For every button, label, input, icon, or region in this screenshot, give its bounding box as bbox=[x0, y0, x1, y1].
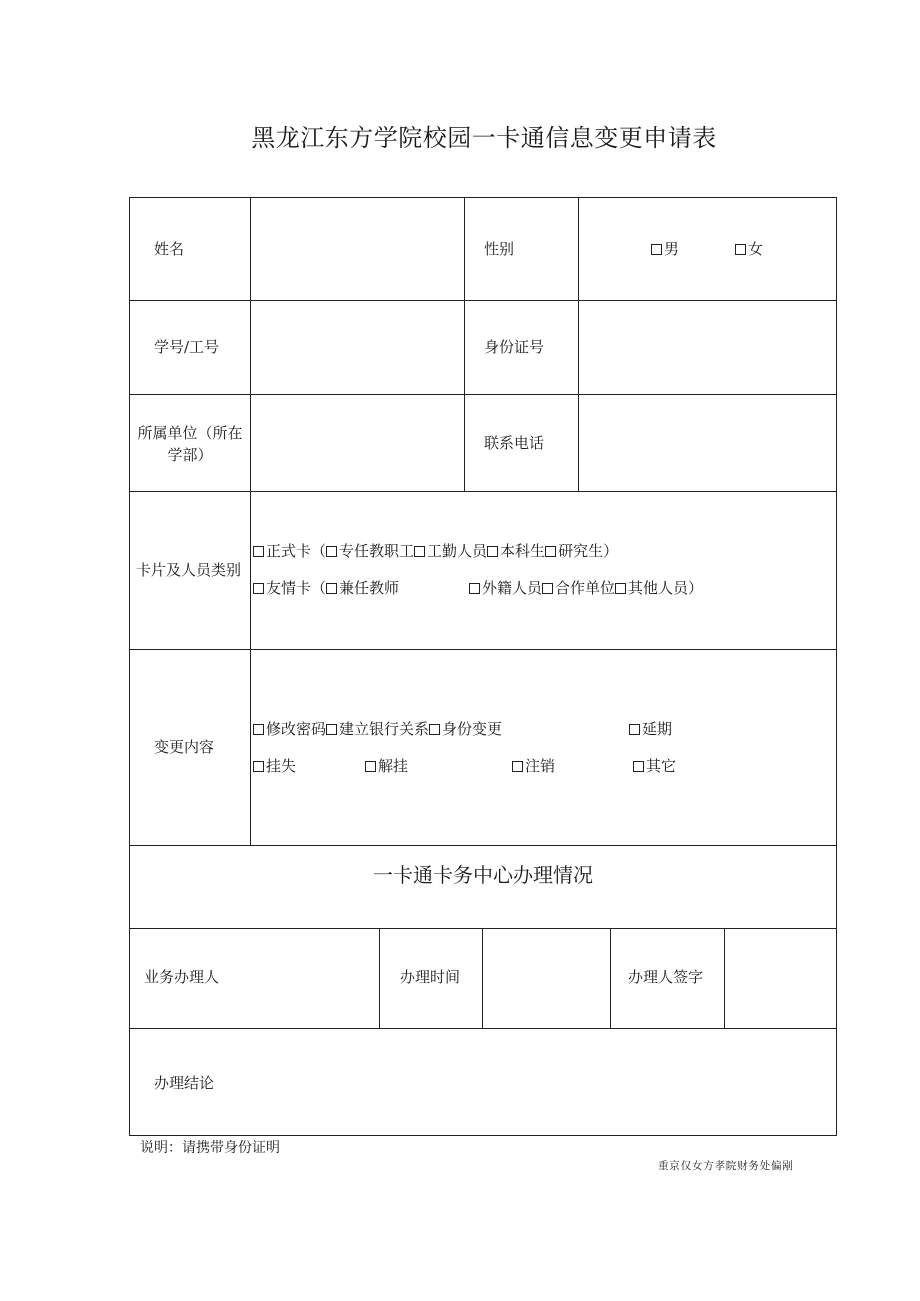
checkbox-icon[interactable] bbox=[735, 244, 746, 255]
idcard-field[interactable] bbox=[579, 301, 835, 393]
form-title: 黑龙江东方学院校园一卡通信息变更申请表 bbox=[251, 124, 717, 152]
checkbox-icon[interactable] bbox=[414, 546, 425, 557]
dept-label bbox=[130, 422, 250, 466]
card-fulltime-label: 专任教职工 bbox=[339, 542, 415, 560]
checkbox-icon[interactable] bbox=[365, 761, 376, 772]
gender-female-label: 女 bbox=[748, 240, 764, 258]
time-label: 办理时间 bbox=[400, 968, 461, 986]
chg-loss-label: 挂失 bbox=[266, 757, 297, 775]
handler-label: 业务办理人 bbox=[144, 968, 220, 986]
name-label: 姓名 bbox=[154, 240, 185, 258]
card-other-label: 其他人员） bbox=[628, 579, 704, 597]
card-parttime-label: 兼任教师 bbox=[339, 579, 400, 597]
card-foreign-line bbox=[469, 577, 703, 599]
change-label: 变更内容 bbox=[154, 738, 215, 756]
checkbox-icon[interactable] bbox=[487, 546, 498, 557]
gender-male-option[interactable] bbox=[651, 238, 679, 260]
checkbox-icon[interactable] bbox=[326, 583, 337, 594]
card-formal-label: 正式卡（ bbox=[266, 542, 327, 560]
card-partner-label: 合作单位 bbox=[555, 579, 616, 597]
row-divider bbox=[130, 649, 836, 650]
checkbox-icon[interactable] bbox=[429, 724, 440, 735]
id-label: 学号/工号 bbox=[154, 338, 220, 356]
checkbox-icon[interactable] bbox=[615, 583, 626, 594]
col-divider bbox=[464, 198, 465, 491]
checkbox-icon[interactable] bbox=[651, 244, 662, 255]
card-undergrad-label: 本科生 bbox=[500, 542, 546, 560]
checkbox-icon[interactable] bbox=[469, 583, 480, 594]
checkbox-icon[interactable] bbox=[253, 546, 264, 557]
result-field[interactable] bbox=[250, 1029, 835, 1135]
checkbox-icon[interactable] bbox=[512, 761, 523, 772]
form-table bbox=[129, 197, 837, 1136]
card-grad-label: 研究生） bbox=[558, 542, 619, 560]
dept-label-line1: 所属单位（所在 bbox=[137, 424, 243, 442]
row-divider bbox=[130, 845, 836, 846]
col-divider bbox=[610, 928, 611, 1028]
chg-password-label: 修改密码 bbox=[266, 720, 327, 738]
phone-field[interactable] bbox=[579, 395, 835, 490]
sign-label: 办理人签字 bbox=[628, 968, 704, 986]
chg-cancel-option[interactable] bbox=[512, 755, 555, 777]
checkbox-icon[interactable] bbox=[253, 724, 264, 735]
id-field[interactable] bbox=[251, 301, 463, 393]
row-divider bbox=[130, 491, 836, 492]
section-title: 一卡通卡务中心办理情况 bbox=[373, 863, 593, 887]
chg-loss-option[interactable] bbox=[253, 755, 296, 777]
checkbox-icon[interactable] bbox=[326, 724, 337, 735]
checkbox-icon[interactable] bbox=[545, 546, 556, 557]
gender-label: 性别 bbox=[484, 240, 515, 258]
change-line1 bbox=[253, 718, 502, 740]
gender-female-option[interactable] bbox=[735, 238, 763, 260]
footer-text: 重京仅女方孝院财务处偏剐 bbox=[658, 1160, 794, 1172]
idcard-label: 身份证号 bbox=[484, 338, 545, 356]
chg-unloss-option[interactable] bbox=[365, 755, 408, 777]
phone-label: 联系电话 bbox=[484, 434, 545, 452]
checkbox-icon[interactable] bbox=[326, 546, 337, 557]
card-type-label: 卡片及人员类别 bbox=[136, 561, 242, 579]
checkbox-icon[interactable] bbox=[253, 761, 264, 772]
card-friend-line bbox=[253, 577, 399, 599]
name-field[interactable] bbox=[251, 198, 463, 299]
card-formal-line bbox=[253, 540, 618, 562]
chg-other-label: 其它 bbox=[646, 757, 677, 775]
time-field[interactable] bbox=[483, 929, 609, 1027]
chg-bank-label: 建立银行关系 bbox=[339, 720, 430, 738]
sign-field[interactable] bbox=[725, 929, 835, 1027]
chg-cancel-label: 注销 bbox=[525, 757, 556, 775]
col-divider bbox=[379, 928, 380, 1028]
card-worker-label: 工勤人员 bbox=[427, 542, 488, 560]
card-friend-label: 友情卡（ bbox=[266, 579, 327, 597]
dept-label-line2: 学部） bbox=[167, 446, 213, 464]
chg-other-option[interactable] bbox=[633, 755, 676, 777]
checkbox-icon[interactable] bbox=[542, 583, 553, 594]
gender-male-label: 男 bbox=[664, 240, 680, 258]
chg-extend-label: 延期 bbox=[642, 720, 673, 738]
card-foreign-label: 外籍人员 bbox=[482, 579, 543, 597]
checkbox-icon[interactable] bbox=[633, 761, 644, 772]
chg-extend-option[interactable] bbox=[629, 718, 672, 740]
note-text: 说明：请携带身份证明 bbox=[140, 1140, 280, 1156]
result-label: 办理结论 bbox=[154, 1074, 215, 1092]
checkbox-icon[interactable] bbox=[629, 724, 640, 735]
dept-field[interactable] bbox=[251, 395, 463, 490]
chg-identity-label: 身份变更 bbox=[442, 720, 503, 738]
checkbox-icon[interactable] bbox=[253, 583, 264, 594]
chg-unloss-label: 解挂 bbox=[378, 757, 409, 775]
